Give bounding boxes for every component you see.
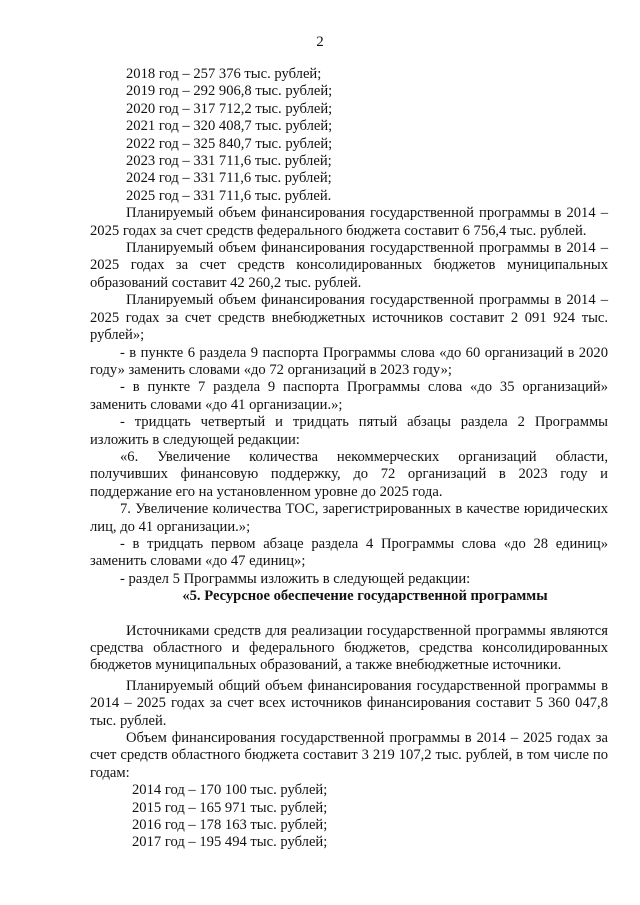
amendment-item: - раздел 5 Программы изложить в следующей редакции: bbox=[120, 570, 471, 587]
year-line: 2022 год – 325 840,7 тыс. рублей; bbox=[126, 135, 333, 152]
paragraph-sources: Источниками средств для реализации государственной программы являются средства областного и федерального бюджетов, средства консолидированных бюджетов муниципальных образований, а также внебюджетные источники. bbox=[90, 622, 608, 674]
quoted-item: 7. Увеличение количества ТОС, зарегистрированных в качестве юридических лиц, до 41 организации.»; bbox=[90, 501, 608, 535]
year-line: 2016 год – 178 163 тыс. рублей; bbox=[132, 817, 328, 834]
amendment-item: - в пункте 7 раздела 9 паспорта Программы слова «до 35 организаций» заменить словами «до 41 организации.»; bbox=[90, 379, 608, 413]
years-list-top bbox=[90, 66, 608, 205]
year-line: 2015 год – 165 971 тыс. рублей; bbox=[132, 799, 328, 816]
amendment-item: - тридцать четвертый и тридцать пятый абзацы раздела 2 Программы изложить в следующей редакции: bbox=[90, 414, 608, 448]
years-list-bottom bbox=[90, 782, 608, 852]
amendment-item: - в тридцать первом абзаце раздела 4 Программы слова «до 28 единиц» заменить словами «до 47 единиц»; bbox=[90, 535, 608, 570]
paragraph-extrabudget: Планируемый объем финансирования государственной программы в 2014 – 2025 годах за счет средств внебюджетных источников составит 2 091 924 тыс. рублей»; bbox=[90, 292, 608, 344]
paragraph-regional: Объем финансирования государственной программы в 2014 – 2025 годах за счет средств областного бюджета составит 3 219 107,2 тыс. рублей, в том числе по годам: bbox=[90, 730, 608, 781]
year-line: 2023 год – 331 711,6 тыс. рублей; bbox=[126, 153, 332, 170]
document-body bbox=[90, 66, 608, 852]
quoted-item: «6. Увеличение количества некоммерческих организаций области, получивших финансовую поддержку, до 72 организаций в 2023 году и поддержание его на установленном уровне до 2025 года. bbox=[90, 448, 608, 500]
year-line: 2017 год – 195 494 тыс. рублей; bbox=[132, 834, 328, 851]
paragraph-federal: Планируемый объем финансирования государственной программы в 2014 – 2025 годах за счет средств федерального бюджета составит 6 756,4 тыс. рублей. bbox=[90, 205, 608, 239]
page-number: 2 bbox=[316, 34, 324, 50]
year-line: 2024 год – 331 711,6 тыс. рублей; bbox=[126, 170, 332, 187]
amendment-item: - в пункте 6 раздела 9 паспорта Программы слова «до 60 организаций в 2020 году» заменить словами «до 72 организаций в 2023 году»; bbox=[90, 344, 608, 378]
section-heading: «5. Ресурсное обеспечение государственной программы bbox=[182, 588, 548, 605]
paragraph-municipal: Планируемый объем финансирования государственной программы в 2014 – 2025 годах за счет средств консолидированных бюджетов муниципальных образований составит 42 260,2 тыс. рублей. bbox=[90, 240, 608, 291]
year-line: 2018 год – 257 376 тыс. рублей; bbox=[126, 66, 322, 82]
year-line: 2021 год – 320 408,7 тыс. рублей; bbox=[126, 118, 333, 135]
year-line: 2020 год – 317 712,2 тыс. рублей; bbox=[126, 100, 333, 117]
paragraph-total: Планируемый общий объем финансирования государственной программы в 2014 – 2025 годах за счет всех источников финансирования составит 5 360 047,8 тыс. рублей. bbox=[90, 677, 608, 729]
year-line: 2014 год – 170 100 тыс. рублей; bbox=[132, 782, 328, 799]
spacer bbox=[90, 606, 608, 623]
year-line: 2025 год – 331 711,6 тыс. рублей. bbox=[126, 187, 332, 204]
year-line: 2019 год – 292 906,8 тыс. рублей; bbox=[126, 83, 333, 100]
